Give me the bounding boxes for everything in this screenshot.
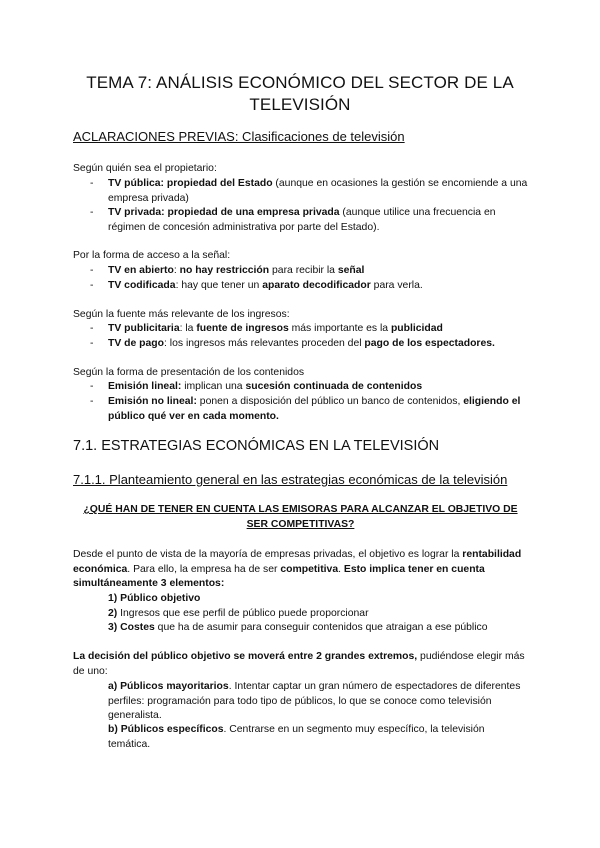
list-item-bold: Emisión no lineal: <box>108 396 197 407</box>
subsection-heading: 7.1.1. Planteamiento general en las estrategias económicas de la televisión <box>73 472 508 487</box>
list-item-text: más importante es la <box>288 323 391 334</box>
paragraph-text: pudiéndose elegir más de uno: <box>73 651 525 677</box>
list-item-text: (aunque en ocasiones la gestión se encomiende a una empresa privada) <box>108 178 528 204</box>
item-number: 1) <box>108 593 118 604</box>
document-title: TEMA 7: ANÁLISIS ECONÓMICO DEL SECTOR DE LA TELEVISIÓN <box>86 73 514 114</box>
list-item <box>90 264 530 279</box>
list-item-bold: TV pública: propiedad del Estado <box>108 178 273 189</box>
list-dash: - <box>90 396 94 407</box>
list-item-text: (aunque utilice una frecuencia en régimen de concesión administrativa por parte del Estado). <box>108 207 496 233</box>
owner-intro: Según quién sea el propietario: <box>73 163 217 174</box>
list-item-bold: no hay restricción <box>179 265 270 276</box>
numbered-item <box>108 621 528 636</box>
list-dash: - <box>90 280 94 291</box>
list-item-text: : la <box>179 323 197 334</box>
item-bold: a) Públicos mayoritarios <box>108 681 229 692</box>
list-item-text: ponen a disposición del público un banco de contenidos, <box>196 396 464 407</box>
list-item-bold: TV privada: propiedad de una empresa privada <box>108 207 340 218</box>
list-item-bold: TV en abierto <box>108 265 174 276</box>
list-item-bold: Emisión lineal: <box>108 381 182 392</box>
list-item-bold: TV codificada <box>108 280 176 291</box>
item-bold: Costes <box>117 622 155 633</box>
numbered-item <box>108 592 528 607</box>
list-item-bold: TV publicitaria <box>108 323 180 334</box>
section-heading: 7.1. ESTRATEGIAS ECONÓMICAS EN LA TELEVISIÓN <box>73 438 440 454</box>
paragraph-bold: La decisión del público objetivo se moverá entre 2 grandes extremos, <box>73 651 418 662</box>
list-item-text: implican una <box>181 381 246 392</box>
list-dash: - <box>90 338 94 349</box>
list-item-text: para recibir la <box>269 265 338 276</box>
audience-item <box>108 723 528 752</box>
list-dash: - <box>90 265 94 276</box>
list-item <box>90 337 530 352</box>
access-intro: Por la forma de acceso a la señal: <box>73 250 231 261</box>
paragraph-bold: competitiva <box>280 563 339 575</box>
paragraph-text: Desde el punto de vista de la mayoría de empresas privadas, el objetivo es lograr la <box>73 549 463 560</box>
list-item-text: : <box>173 265 180 276</box>
list-item <box>90 279 530 294</box>
item-text: que ha de asumir para conseguir contenidos que atraigan a ese público <box>154 622 488 633</box>
item-number: 2) <box>108 608 118 619</box>
section-subtitle: ACLARACIONES PREVIAS: Clasificaciones de televisión <box>73 129 405 144</box>
item-bold: b) Públicos específicos <box>108 724 224 735</box>
list-item-bold: sucesión continuada de contenidos <box>245 381 423 392</box>
item-text: . Centrarse en un segmento muy específico, la televisión temática. <box>108 724 485 750</box>
paragraph <box>73 548 528 592</box>
audience-item <box>108 680 528 724</box>
numbered-item <box>108 607 528 622</box>
income-intro: Según la fuente más relevante de los ingresos: <box>73 309 290 320</box>
presentation-intro: Según la forma de presentación de los contenidos <box>73 367 305 378</box>
list-item <box>90 395 530 424</box>
list-item-text: para verla. <box>370 280 423 291</box>
list-item-bold: aparato decodificador <box>262 280 371 291</box>
list-dash: - <box>90 178 94 189</box>
list-item-text: : los ingresos más relevantes proceden del <box>164 338 365 349</box>
list-dash: - <box>90 323 94 334</box>
item-text: Ingresos que ese perfil de público puede proporcionar <box>117 608 369 619</box>
list-item <box>90 177 530 206</box>
list-item-bold: señal <box>337 265 365 276</box>
list-item-bold: fuente de ingresos <box>196 323 289 334</box>
list-item-text: : hay que tener un <box>175 280 263 291</box>
item-text: . Intentar captar un gran número de espectadores de diferentes perfiles: programación para todo tipo de públicos, lo que se conoce como televisión generalista. <box>108 681 521 722</box>
list-dash: - <box>90 381 94 392</box>
item-bold: Público objetivo <box>117 593 201 604</box>
list-item <box>90 206 530 235</box>
paragraph <box>73 650 528 679</box>
paragraph-text: . Para ello, la empresa ha de ser <box>127 563 281 575</box>
item-number: 3) <box>108 622 118 633</box>
list-item-bold: eligiendo el público qué ver en cada momento. <box>108 396 521 422</box>
list-item <box>90 322 530 337</box>
list-dash: - <box>90 207 94 218</box>
list-item-bold: pago de los espectadores. <box>364 338 495 349</box>
paragraph-bold: rentabilidad económica <box>73 549 522 575</box>
question-heading: ¿QUÉ HAN DE TENER EN CUENTA LAS EMISORAS PARA ALCANZAR EL OBJETIVO DE SER COMPETITIVAS? <box>83 504 518 530</box>
list-item <box>90 380 530 395</box>
list-item-bold: TV de pago <box>108 338 164 349</box>
paragraph-bold: Esto implica tener en cuenta simultáneamente 3 elementos: <box>73 563 485 590</box>
paragraph-text: . <box>338 563 344 575</box>
list-item-bold: publicidad <box>390 323 443 334</box>
